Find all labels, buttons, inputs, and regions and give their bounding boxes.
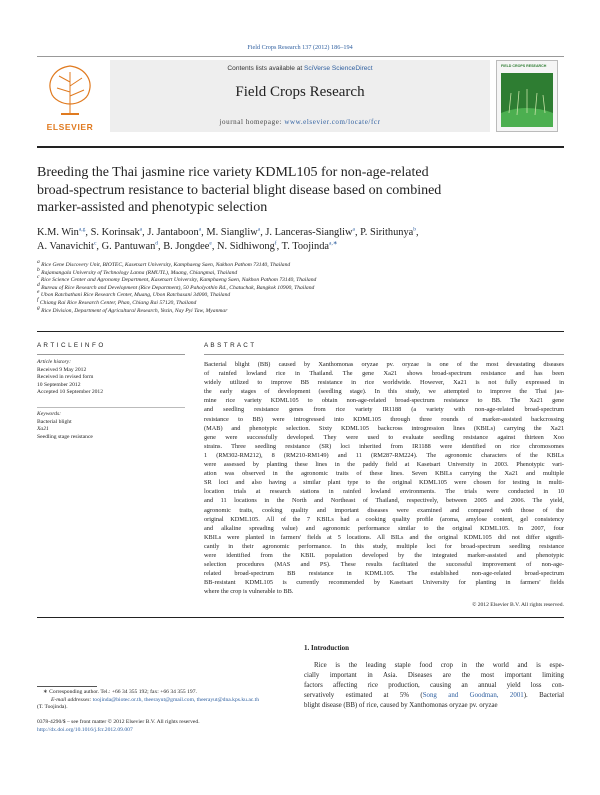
doi-link[interactable]: http://dx.doi.org/10.1016/j.fcr.2012.09.007 [37,727,133,733]
abstract-line: were identified from the KBIL population developed by the integrated marker-assisted and phenotypic [204,551,564,559]
cover-title: FIELD CROPS RESEARCH [501,64,547,68]
abstract-line: and alkaline spreading value) and agronomic performance similar to the original KDML105. In 2007, four [204,524,564,532]
abstract-line: selection procedures (MAS and PS). These results facilitated the successful improvement of non-age- [204,561,564,569]
email-owner: (T. Toojinda). [37,704,68,711]
author-name: , J. Lanceras-Siangliw [260,227,353,238]
affiliation-marker: c [93,240,97,247]
author-name: , [416,227,419,238]
title-line-1: Breeding the Thai jasmine rice variety KDML105 for non-age-related [37,165,429,180]
abstract-line: ation was observed in the agronomic traits of these lines. Seven KBILs carrying the Xa21 and multiple [204,470,564,478]
abstract-line: widely utilized to improve BB resistance in rice worldwide. However, Xa21 is not fully expressed in [204,379,564,387]
abstract-line: and 11 locations in the North and Northeast of Thailand, respectively, between 2005 and 2006. The yield, [204,497,564,505]
corresponding-author: ∗ Corresponding author. Tel.: +66 34 355 192; fax: +66 34 355 197. [43,689,197,695]
author-line-1 [37,226,564,240]
rice-field-icon [501,73,553,127]
contents-line [110,65,490,72]
author-name: , G. Pantuwan [96,240,156,252]
affiliation-text: Rajamangala University of Technology Lanna (RMUTL), Muang, Chiangmai, Thailand [39,269,238,276]
author-name: , S. Korinsak [85,227,140,238]
header-top-rule [37,56,564,57]
history-label: Article history: [37,359,72,365]
affiliations [37,259,564,315]
affiliations-rule [37,331,564,332]
intro-text: ). Bacterial [523,692,565,700]
abstract-line: mine rice variety KDML105 to obtain non-age-related broad-spectrum resistance to BB. The Xa21 gene [204,397,564,405]
abstract-line: Bacterial blight (BB) caused by Xanthomonas oryzae pv. oryzae is one of the most devastating diseases [204,361,564,368]
introduction-body [304,661,564,711]
homepage-prefix: journal homepage: [219,118,285,126]
author-line-2 [37,240,564,254]
affiliation-mark: e [37,289,40,296]
abstract-heading: A B S T R A C T [204,342,255,349]
affiliation-marker: e [209,240,212,247]
intro-line: Rice is the leading staple food crop in the world and is espe- [314,662,564,669]
abstract-line: cantly in their agronomic performance. In this study, multiple loci for broad-spectrum seedling resistance [204,542,564,550]
affiliation-item [37,259,564,270]
affiliation-marker: a [198,226,202,233]
cover-photo [501,73,553,127]
author-name: , B. Jongdee [158,240,210,252]
history-item: Accepted 10 September 2012 [37,389,104,396]
affiliation-mark: a [37,259,40,266]
abstract-line: of rainfed lowland rice in Thailand. The gene Xa21 shows broad-spectrum resistance and has been [204,370,564,378]
affiliation-marker: f [274,240,277,247]
intro-line [304,691,564,701]
keywords-list [37,419,187,442]
keyword: Bacterial blight [37,418,72,425]
keyword: Xa21 [37,426,49,433]
affiliation-item [37,274,564,285]
footnote [37,689,297,712]
homepage-line [110,118,490,126]
affiliation-text: Rice Science Center and Agronomy Department, Kasetsart University, Kamphaeng Saen, Nakhon Pathom 73140, Thailand [39,277,317,284]
author-list [37,226,564,254]
journal-header-band [110,60,490,132]
affiliation-item [37,289,564,300]
article-info-heading: A R T I C L E I N F O [37,342,104,349]
affiliation-text: Rice Gene Discovery Unit, BIOTEC, Kasetsart University, Kamphaeng Saen, Nakhon Pathom 73140, Thailand [39,262,291,268]
affiliation-text: Bureau of Rice Research and Development (Rice Department), 50 Paholyothin Rd., Chatuchak, Bangkok 10900, Thailand [39,284,315,291]
journal-cover-image [496,60,558,132]
issn-line: 0378-4290/$ – see front matter © 2012 Elsevier B.V. All rights reserved. [37,719,200,725]
abstract-line: gene were successfully developed. They were used to evaluate seedling resistance against thirteen Xoo [204,433,564,441]
keywords-rule [37,407,185,408]
article-title [37,164,564,217]
elsevier-wordmark: ELSEVIER [46,122,94,132]
affiliation-marker: a,∗ [329,240,338,247]
homepage-link[interactable]: www.elsevier.com/locate/fcr [284,118,381,126]
affiliation-marker: a [257,226,261,233]
journal-name: Field Crops Research [235,84,365,100]
keywords-label: Keywords: [37,411,62,417]
abstract-line: original KDML105. All of the 7 KBILs had a cooking quality profile (aroma, amylose content, gel consistency [204,515,564,523]
abstract-line: strains. Three seedling resistance (SR) loci inherited from IR1188 were identified on rice chromosomes [204,442,564,450]
affiliation-text: Chiang Rai Rice Research Center, Phan, Chiang Rai 57120, Thailand [38,299,197,306]
copyright: © 2012 Elsevier B.V. All rights reserved. [472,602,564,608]
abstract-line: were assessed by planting these lines in the paddy field at Kasetsart University in 2003. Phenotypic vari- [204,461,564,469]
affiliation-item [37,304,564,316]
footnote-rule [37,686,97,687]
abstract-line: SR loci and also having a similar plant type to the original KDML105 were chosen for testing in multi- [204,479,564,487]
abstract-line: 1 (RM302-RM212), 8 (RM210-RM149) and 11 (RM287-RM224). The agronomic characters of the KBILs [204,451,564,459]
abstract-rule [204,354,564,355]
author-name: , J. Jantaboon [142,227,199,238]
author-name: , M. Siangliw [201,227,258,238]
affiliation-item [37,297,564,308]
title-line-2: broad-spectrum resistance to bacterial blight disease based on combined [37,182,442,198]
affiliation-marker: a,g [78,226,86,233]
affiliation-marker: a [352,226,355,233]
abstract-line: KBILs were planted in farmers' fields at 5 locations. All BILs and the original KDML105 did not differ signifi- [204,533,564,541]
history-item: Received in revised form [37,374,94,381]
abstract-bottom-rule [37,617,564,618]
affiliation-mark: g [37,304,40,311]
elsevier-logo [37,60,103,132]
title-line-3: marker-assisted and phenotypic selection [37,200,268,215]
intro-line: cially important in Asia. Diseases are the most important limiting [304,672,564,680]
citation-link[interactable]: Song and Goodman, 2001 [422,692,524,700]
abstract-line: where the crop is vulnerable to BB. [204,588,294,596]
header-bottom-rule [37,146,564,148]
author-name: , P. Sirithunya [354,227,414,238]
history-item: Received 9 May 2012 [37,366,87,373]
keyword: Seedling stage resistance [37,433,93,440]
abstract-line: BB-resistant KDML105 is currently recommended by Kasetsart University for planting in farmers' fields [204,579,564,587]
abstract-line: related broad-spectrum BB resistance in KDML105. The established non-age-related broad-spectrum [204,570,564,578]
affiliation-marker: a [139,226,143,233]
author-name: , N. Sidhiwong [211,240,275,252]
history-list [37,367,187,397]
abstract-line: the early stages of development (seedling stage). In this study, we attempted to improve the Thai jas- [204,388,564,396]
abstract-body [204,360,564,596]
abstract-line: and seedling resistance genes from rice variety IR1188 (a variety with non-age-related broad-spectrum [204,406,564,414]
intro-line: blight disease (BB) of rice, caused by Xanthomonas oryzae pv. oryzae [304,702,498,710]
affiliation-mark: d [37,281,40,288]
affiliation-text: Rice Division, Department of Agricultural Research, Yezin, Nay Pyi Taw, Myanmar [39,307,228,314]
affiliation-mark: c [37,274,40,281]
email-label: E-mail addresses: [51,696,93,703]
elsevier-tree-icon [37,60,103,122]
email-addresses[interactable]: toojinda@biotec.or.th, theerayut@gmail.com, theerayut@dna.kps.ku.ac.th [92,696,260,703]
author-name: K.M. Win [37,227,79,238]
intro-line: factors affecting rice production, causing an annual yield loss con- [304,682,564,690]
affiliation-marker: d [155,240,159,247]
affiliation-marker: b [413,226,417,233]
article-history [37,359,187,397]
author-name: , T. Toojinda [276,240,330,252]
email-line [37,697,297,705]
affiliation-text: Ubon Ratchathani Rice Research Center, Muang, Ubon Ratchasani 34000, Thailand [39,292,231,299]
abstract-line: agronomic traits, cooking quality and important diseases were examined and compared with those of the [204,506,564,514]
article-info-rule [37,354,185,355]
keywords-block [37,411,187,441]
abstract-line: (MAB) and phenotypic selection. Sixty KDML105 backcross introgression lines (KBILs) carrying the Xa21 [204,424,564,432]
affiliation-mark: f [37,297,39,304]
introduction-heading: 1. Introduction [304,644,349,652]
abstract-line: resistance to BB) were introgressed into KDML105 through three rounds of marker-assisted backcrossing [204,415,564,423]
journal-citation[interactable]: Field Crops Research 137 (2012) 186–194 [247,44,353,51]
history-item: 10 September 2012 [37,381,81,388]
abstract-line: location trials at research stations in rainfed lowland environments. The trials were conducted in 10 [204,488,564,496]
contents-prefix: Contents lists available at [227,65,305,72]
affiliation-mark: b [37,266,40,273]
author-name: A. Vanavichit [37,240,94,252]
sciencedirect-link[interactable]: SciVerse ScienceDirect [304,65,373,72]
intro-text: servatively estimated at 5% ( [304,692,423,700]
